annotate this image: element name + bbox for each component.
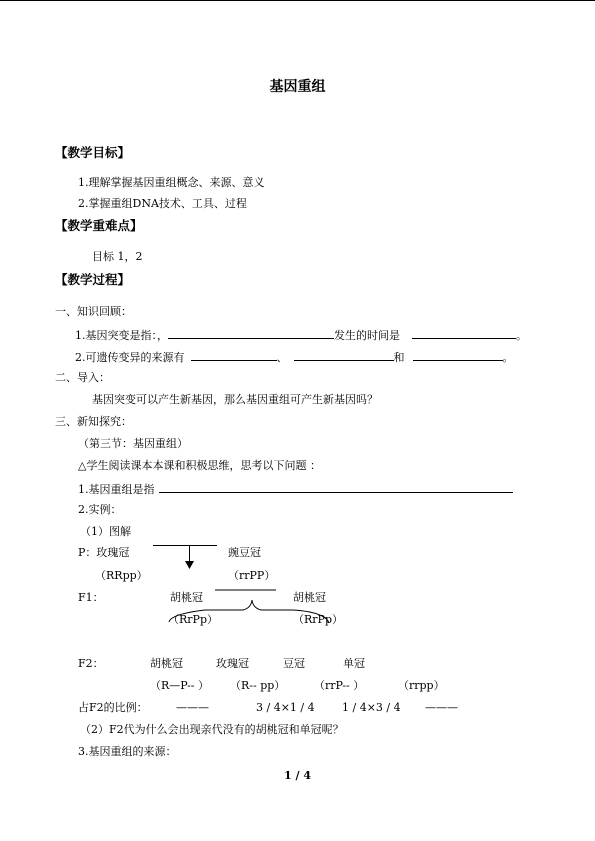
explore-subtitle: （第三节：基因重组） (78, 437, 188, 450)
review-q2-blank-3[interactable] (413, 349, 503, 361)
explore-q1-blank[interactable] (159, 481, 513, 493)
goal-item-2: 2.掌握重组DNA技术、工具、过程 (78, 197, 247, 210)
f1-left-phenotype: 胡桃冠 (170, 591, 203, 604)
review-q1-time-text: 发生的时间是 (334, 329, 400, 342)
f2-phenotype-3: 豆冠 (283, 657, 305, 670)
review-q1-end: 。 (516, 329, 527, 342)
diagram-label: （1）图解 (80, 525, 131, 538)
page-title: 基因重组 (269, 79, 326, 95)
explore-q1-text: 1.基因重组是指 (78, 483, 155, 496)
review-q1-blank-2[interactable] (412, 327, 516, 339)
review-q2-blank-1[interactable] (191, 349, 277, 361)
page-number: 1 / 4 (284, 769, 311, 782)
review-q2-blank-2[interactable] (294, 349, 394, 361)
ratio-3: 1 / 4×3 / 4 (342, 701, 401, 714)
f1-right-phenotype: 胡桃冠 (293, 591, 326, 604)
key-points-heading: 【教学重难点】 (55, 218, 143, 233)
f2-phenotype-1: 胡桃冠 (150, 657, 183, 670)
process-heading: 【教学过程】 (55, 272, 131, 287)
f2-phenotype-2: 玫瑰冠 (216, 657, 249, 670)
explore-question-1 (78, 481, 513, 497)
review-question-1 (75, 327, 527, 343)
cross-line (153, 545, 217, 546)
f2-genotype-1: （R—P-- ） (150, 679, 210, 692)
ratio-2: 3 / 4×1 / 4 (256, 701, 315, 714)
f2-genotype-3: （rrP-- ） (314, 679, 365, 692)
ratio-4: ——— (425, 701, 458, 714)
review-q2-sep-1: 、 (276, 351, 288, 364)
ratio-1: ——— (176, 701, 209, 714)
arrow-down-icon (185, 561, 194, 569)
f2-genotype-4: （rrpp） (398, 679, 445, 692)
intro-text: 基因突变可以产生新基因，那么基因重组可产生新基因吗？ (92, 393, 378, 406)
f2-label: F2： (78, 657, 104, 670)
parent-left-genotype: （RRpp） (95, 569, 148, 582)
f1-label: F1： (78, 591, 104, 604)
key-points-text: 目标 1，2 (92, 250, 143, 263)
f1-left-genotype: （RrPp） (168, 613, 218, 626)
goal-item-1: 1.理解掌握基因重组概念、来源、意义 (78, 176, 265, 189)
review-q1-text: 1.基因突变是指：， (75, 329, 168, 342)
review-question-2 (75, 349, 514, 365)
f2-phenotype-4: 单冠 (343, 657, 365, 670)
review-title: 一、知识回顾： (55, 305, 132, 318)
review-q2-sep-2: 和 (393, 351, 405, 364)
goals-heading: 【教学目标】 (55, 145, 131, 160)
parent-label: P：玫瑰冠 (78, 546, 130, 559)
explore-title: 三、新知探究： (55, 415, 132, 428)
explore-question-3: 3.基因重组的来源： (78, 745, 177, 758)
f1-right-genotype: （RrPp） (293, 613, 343, 626)
intro-title: 二、导入： (55, 371, 110, 384)
parent-right-genotype: （rrPP） (228, 569, 276, 582)
parent-right-phenotype: 豌豆冠 (228, 546, 261, 559)
explore-question-2: 2.实例： (78, 503, 122, 516)
f2-genotype-2: （R-- pp） (230, 679, 286, 692)
page-top-border (0, 0, 595, 1)
review-q1-blank-1[interactable] (168, 327, 334, 339)
f2-question: （2）F2代为什么会出现亲代没有的胡桃冠和单冠呢？ (80, 723, 344, 736)
review-q2-end: 。 (502, 351, 514, 364)
explore-task: △学生阅读课本本课和积极思维，思考以下问题 ： (78, 459, 321, 472)
review-q2-text: 2.可遗传变异的来源有 (75, 351, 185, 364)
ratio-label: 占F2的比例： (78, 701, 148, 714)
